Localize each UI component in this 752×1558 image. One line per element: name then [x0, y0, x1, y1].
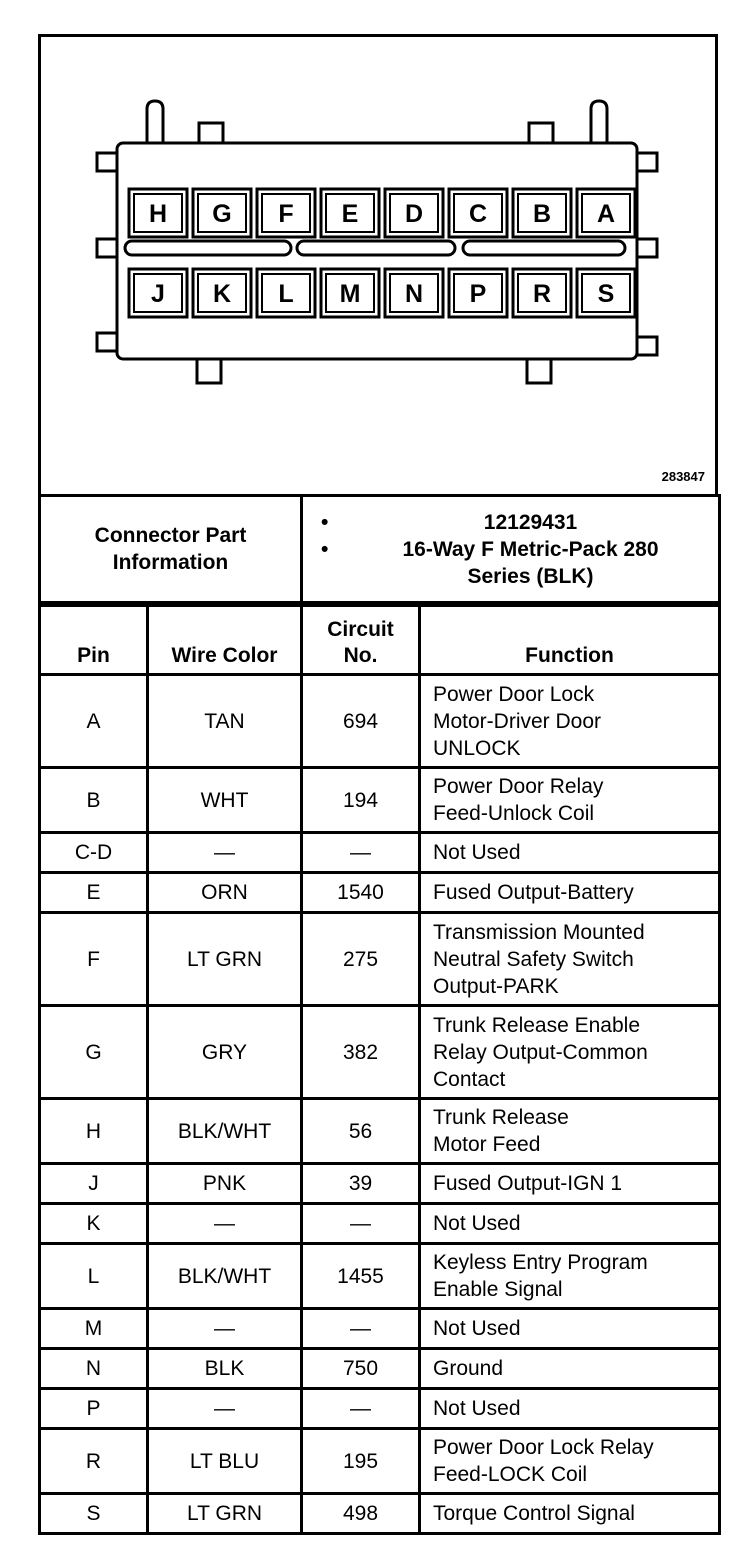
cavity-d [385, 189, 443, 237]
pin-row-a [40, 675, 720, 768]
cavity-g [193, 189, 251, 237]
header-function: Function [420, 606, 720, 675]
figure-id: 283847 [661, 469, 705, 484]
pin-row-s [40, 1494, 720, 1534]
pin-cell: S [40, 1494, 148, 1534]
circuit-cell: 39 [302, 1164, 420, 1204]
function-cell: Power Door Lock Relay Feed-LOCK Coil [420, 1429, 720, 1494]
connector-diagram [38, 34, 718, 494]
circuit-cell: — [302, 1389, 420, 1429]
right-latch [591, 101, 607, 143]
cavity-b [513, 189, 571, 237]
cavity-f [257, 189, 315, 237]
circuit-cell: 1540 [302, 873, 420, 913]
divider-slot-left [125, 241, 291, 255]
circuit-cell: 1455 [302, 1244, 420, 1309]
divider-slot-middle [297, 241, 455, 255]
cavity-s [577, 269, 635, 317]
pin-cell: J [40, 1164, 148, 1204]
pinout-header-row [40, 606, 720, 675]
circuit-cell: 498 [302, 1494, 420, 1534]
pin-cell: G [40, 1006, 148, 1099]
circuit-cell: 750 [302, 1349, 420, 1389]
cavity-label: G [212, 200, 232, 228]
pin-cell: L [40, 1244, 148, 1309]
wire-color-cell: TAN [148, 675, 302, 768]
side-tab-right-2 [637, 239, 657, 257]
pin-row-b [40, 768, 720, 833]
function-cell: Ground [420, 1349, 720, 1389]
header-circuit: Circuit No. [302, 606, 420, 675]
wire-color-cell: BLK [148, 1349, 302, 1389]
pin-cell: A [40, 675, 148, 768]
wire-color-cell: LT GRN [148, 913, 302, 1006]
wire-color-cell: WHT [148, 768, 302, 833]
cavity-label: S [597, 280, 615, 308]
function-cell: Fused Output-Battery [420, 873, 720, 913]
function-cell: Power Door Relay Feed-Unlock Coil [420, 768, 720, 833]
header-wire-color: Wire Color [148, 606, 302, 675]
cavity-k [193, 269, 251, 317]
circuit-cell: 275 [302, 913, 420, 1006]
pin-row-m [40, 1309, 720, 1349]
function-cell: Not Used [420, 833, 720, 873]
wire-color-cell: ORN [148, 873, 302, 913]
pin-cell: P [40, 1389, 148, 1429]
circuit-cell: — [302, 1204, 420, 1244]
pin-cell: R [40, 1429, 148, 1494]
cavity-m [321, 269, 379, 317]
cavity-a [577, 189, 635, 237]
cavity-label: C [468, 200, 488, 228]
pin-row-k [40, 1204, 720, 1244]
wire-color-cell: — [148, 1389, 302, 1429]
function-cell: Power Door Lock Motor-Driver Door UNLOCK [420, 675, 720, 768]
pin-cell: E [40, 873, 148, 913]
bottom-cavity-row [129, 269, 635, 317]
wire-color-cell: GRY [148, 1006, 302, 1099]
cavity-e [321, 189, 379, 237]
wire-color-cell: — [148, 1204, 302, 1244]
cavity-h [129, 189, 187, 237]
connector-sheet [38, 34, 718, 1535]
connector-info-table [38, 494, 721, 604]
side-tab-right-3 [637, 337, 657, 355]
circuit-cell: 694 [302, 675, 420, 768]
cavity-j [129, 269, 187, 317]
cavity-label: B [532, 200, 552, 228]
cavity-label: K [212, 280, 232, 308]
cavity-label: A [596, 200, 616, 228]
side-tab-right-1 [637, 153, 657, 171]
cavity-label: R [532, 280, 552, 308]
divider-slot-right [463, 241, 625, 255]
pinout-table [38, 604, 721, 1535]
cavity-label: D [404, 200, 424, 228]
function-cell: Not Used [420, 1389, 720, 1429]
connector-info-list [302, 496, 720, 603]
cavity-label: M [339, 280, 361, 308]
circuit-cell: 194 [302, 768, 420, 833]
connector-face-drawing [41, 37, 721, 497]
bottom-tab-right [527, 359, 551, 383]
pin-row-c-d [40, 833, 720, 873]
side-tab-left-3 [97, 333, 117, 351]
cavity-label: H [148, 200, 168, 228]
top-cavity-row [129, 189, 635, 237]
pin-cell: K [40, 1204, 148, 1244]
cavity-label: N [404, 280, 424, 308]
function-cell: Transmission Mounted Neutral Safety Switch Output-PARK [420, 913, 720, 1006]
pin-cell: N [40, 1349, 148, 1389]
side-tab-left-2 [97, 239, 117, 257]
pin-cell: F [40, 913, 148, 1006]
header-pin: Pin [40, 606, 148, 675]
pin-cell: M [40, 1309, 148, 1349]
connector-body [117, 143, 637, 359]
function-cell: Fused Output-IGN 1 [420, 1164, 720, 1204]
pin-row-r [40, 1429, 720, 1494]
circuit-cell: 195 [302, 1429, 420, 1494]
circuit-cell: — [302, 833, 420, 873]
left-latch [147, 101, 163, 143]
function-cell: Not Used [420, 1204, 720, 1244]
pin-cell: C-D [40, 833, 148, 873]
wire-color-cell: BLK/WHT [148, 1099, 302, 1164]
top-tab-right [529, 123, 553, 143]
circuit-cell: — [302, 1309, 420, 1349]
side-tab-left-1 [97, 153, 117, 171]
function-cell: Keyless Entry Program Enable Signal [420, 1244, 720, 1309]
cavity-label: F [278, 200, 294, 228]
function-cell: Trunk Release Motor Feed [420, 1099, 720, 1164]
function-cell: Not Used [420, 1309, 720, 1349]
circuit-cell: 382 [302, 1006, 420, 1099]
cavity-r [513, 269, 571, 317]
wire-color-cell: PNK [148, 1164, 302, 1204]
function-cell: Torque Control Signal [420, 1494, 720, 1534]
cavity-label: P [469, 280, 487, 308]
cavity-p [449, 269, 507, 317]
cavity-c [449, 189, 507, 237]
circuit-cell: 56 [302, 1099, 420, 1164]
pin-cell: H [40, 1099, 148, 1164]
cavity-label: L [278, 280, 294, 308]
wire-color-cell: — [148, 1309, 302, 1349]
pin-cell: B [40, 768, 148, 833]
cavity-label: J [151, 280, 165, 308]
cavity-label: E [341, 200, 359, 228]
pin-row-h [40, 1099, 720, 1164]
pin-row-l [40, 1244, 720, 1309]
top-tab-left [199, 123, 223, 143]
wire-color-cell: LT BLU [148, 1429, 302, 1494]
pin-row-g [40, 1006, 720, 1099]
part-number: • 12129431 [343, 509, 718, 536]
cavity-l [257, 269, 315, 317]
connector-type: • 16-Way F Metric-Pack 280 Series (BLK) [343, 536, 718, 590]
pin-row-j [40, 1164, 720, 1204]
wire-color-cell: — [148, 833, 302, 873]
bottom-tab-left [197, 359, 221, 383]
pin-row-e [40, 873, 720, 913]
wire-color-cell: LT GRN [148, 1494, 302, 1534]
wire-color-cell: BLK/WHT [148, 1244, 302, 1309]
pin-row-n [40, 1349, 720, 1389]
function-cell: Trunk Release Enable Relay Output-Common Contact [420, 1006, 720, 1099]
pin-row-p [40, 1389, 720, 1429]
cavity-n [385, 269, 443, 317]
connector-info-label: Connector Part Information [40, 496, 302, 603]
pin-row-f [40, 913, 720, 1006]
